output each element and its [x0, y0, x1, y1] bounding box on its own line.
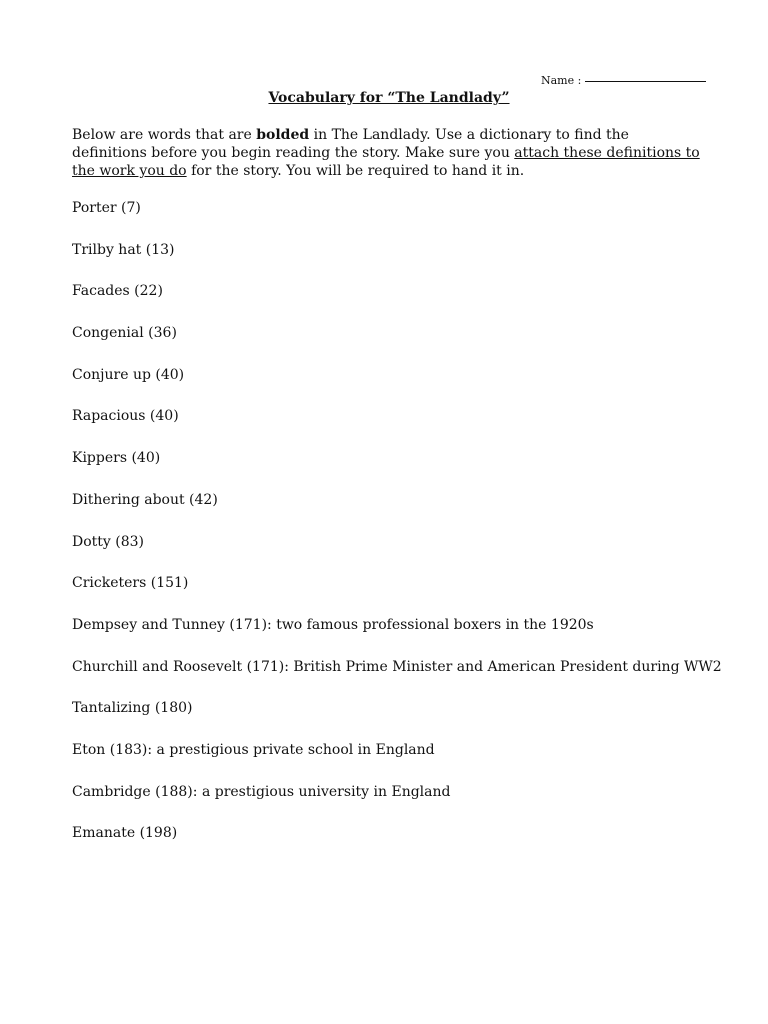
name-field — [541, 74, 706, 87]
name-blank-line — [585, 81, 706, 82]
vocab-item: Dithering about (42) — [72, 491, 218, 508]
vocab-item: Dotty (83) — [72, 533, 145, 550]
vocab-item: Trilby hat (13) — [72, 241, 175, 258]
vocab-item: Dempsey and Tunney (171): two famous professional boxers in the 1920s — [72, 616, 594, 633]
intro-text-3: for the story. You will be required to hand it in. — [186, 163, 525, 179]
name-label: Name : — [541, 74, 582, 87]
vocab-item: Facades (22) — [72, 283, 163, 300]
vocab-item: Churchill and Roosevelt (171): British Prime Minister and American President during WW2 — [72, 658, 722, 675]
vocab-item: Emanate (198) — [72, 825, 178, 842]
vocab-item: Cricketers (151) — [72, 575, 189, 592]
vocab-item: Porter (7) — [72, 200, 141, 216]
intro-underlined-text: attach these definitions to the work you do — [72, 145, 700, 179]
vocabulary-list — [72, 199, 722, 866]
vocab-item: Conjure up (40) — [72, 366, 185, 383]
vocab-item: Congenial (36) — [72, 325, 177, 342]
vocab-item: Rapacious (40) — [72, 408, 179, 425]
vocab-item: Cambridge (188): a prestigious university in England — [72, 783, 451, 800]
vocab-item: Kippers (40) — [72, 450, 161, 467]
intro-text-1: Below are words that are — [72, 127, 257, 143]
intro-paragraph — [72, 126, 702, 180]
intro-bold-word: bolded — [256, 127, 310, 143]
vocab-item: Eton (183): a prestigious private school in England — [72, 741, 435, 758]
vocab-item: Tantalizing (180) — [72, 700, 193, 717]
page-title: Vocabulary for “The Landlady” — [268, 90, 510, 106]
intro-text-2: in The Landlady. Use a dictionary to find the definitions before you begin reading the story. Make sure you — [72, 127, 629, 161]
